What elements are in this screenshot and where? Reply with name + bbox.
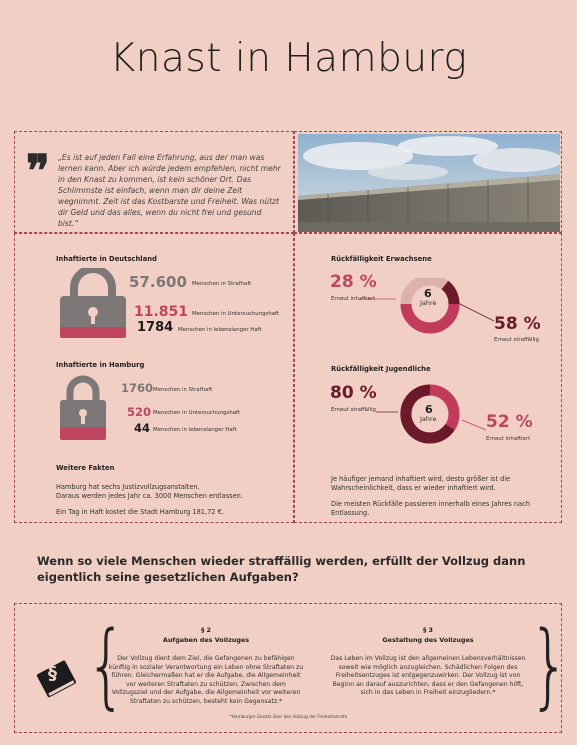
facts-line-1: Hamburg hat sechs Justizvollzugsanstalten. xyxy=(56,483,200,491)
hamburg-remand-label: Menschen in Untersuchungshaft xyxy=(153,410,240,416)
question-heading: Wenn so viele Menschen wieder straffällig werden, erfüllt der Vollzug dann eigentlich seine gesetzlichen Aufgaben? xyxy=(37,554,526,584)
para3-title: Gestaltung des Vollzuges xyxy=(382,636,474,644)
recidivism-note-2: Die meisten Rückfälle passieren innerhalb eines Jahres nach Entlassung. xyxy=(331,500,530,517)
hamburg-life-number: 44 xyxy=(134,421,151,435)
adults-right-label: Erneut straffällig xyxy=(494,337,539,343)
hamburg-remand-number: 520 xyxy=(127,405,152,419)
germany-heading: Inhaftierte in Deutschland xyxy=(56,255,157,263)
para2-text: Der Vollzug dient dem Ziel, die Gefangenen zu befähigen künftig in sozialer Verantwortung ein Leben ohne Straftaten zu führen. Gleichermaßen hat er die Aufgabe, die Allgemeinheit vor weiteren Straftaten zu schützen. Zwischen dem Vollzugsziel und der Aufgabe, die Allgemeinheit vor weiteren Straftaten zu schützen, besteht kein Gegensatz.* xyxy=(108,655,304,705)
para3-text: Das Leben im Vollzug ist den allgemeinen Lebensverhältnissen soweit wie möglich anzugleichen. Schädlichen Folgen des Freiheitsentzuges ist entgegenzuwirken. Der Vollzug ist von Beginn an darauf auszurichten, dass er den Gefangenen hilft, sich in das Leben in Freiheit einzugliedern.* xyxy=(330,655,526,697)
germany-custody-label: Menschen in Strafhaft xyxy=(192,281,252,287)
right-brace-icon: } xyxy=(529,612,570,721)
page-title: Knast in Hamburg xyxy=(109,36,468,81)
youth-heading: Rückfälligkeit Jugendliche xyxy=(331,365,431,373)
para3-number: § 3 xyxy=(423,626,433,634)
facts-heading: Weitere Fakten xyxy=(56,464,115,472)
padlock-icon xyxy=(54,268,132,338)
adults-left-percent: 28 % xyxy=(330,272,377,292)
hamburg-custody-label: Menschen in Strafhaft xyxy=(153,387,213,393)
hamburg-life-label: Menschen in lebenslanger Haft xyxy=(153,427,237,433)
youth-center-number: 6 xyxy=(425,403,433,416)
para2-number: § 2 xyxy=(201,626,211,634)
adults-left-label: Erneut inhaftiert xyxy=(331,296,376,302)
recidivism-note-1: Je häufiger jemand inhaftiert wird, desto größer ist die Wahrscheinlichkeit, dass er wieder inhaftiert wird. xyxy=(331,475,511,492)
left-brace-icon: { xyxy=(86,612,127,721)
padlock-icon xyxy=(58,372,108,440)
connector-line xyxy=(360,285,500,325)
quote-text: „Es ist auf jeden Fall eine Erfahrung, aus der man was lernen kann. Aber ich würde jedem empfehlen, nicht mehr in den Knast zu kommen, ist kein schöner Ort. Das Schlimmste ist einfach, wenn man dir deine Zeit wegnimmt. Zeit ist das Kostbarste und Freiheit. Was nützt dir Geld und das alles, wenn du nicht frei und gesund bist.“ xyxy=(58,153,281,228)
quote-icon: ❞ xyxy=(26,146,50,197)
youth-center-unit: Jahre xyxy=(420,415,437,423)
footnote: *Hamburger Gesetz über den Vollzug der Freiheitsstrafe xyxy=(229,714,348,719)
law-book-symbol: § xyxy=(48,663,57,684)
hamburg-custody-number: 1760 xyxy=(121,381,154,395)
youth-left-label: Erneut straffällig xyxy=(331,407,376,413)
youth-right-label: Erneut inhaftiert xyxy=(486,436,531,442)
prison-wall-photo xyxy=(298,134,560,232)
germany-life-label: Menschen in lebenslanger Haft xyxy=(178,327,262,333)
law-book-icon xyxy=(34,656,78,704)
hamburg-heading: Inhaftierte in Hamburg xyxy=(56,361,145,369)
germany-life-number: 1784 xyxy=(137,320,174,335)
germany-remand-label: Menschen in Untersuchungshaft xyxy=(192,311,279,317)
youth-left-percent: 80 % xyxy=(330,383,377,403)
germany-remand-number: 11.851 xyxy=(134,304,189,320)
adults-center-number: 6 xyxy=(424,287,432,300)
adults-center-unit: Jahre xyxy=(420,299,437,307)
facts-line-3: Ein Tag in Haft kostet die Stadt Hamburg 181,72 €. xyxy=(56,508,224,516)
youth-right-percent: 52 % xyxy=(486,412,533,432)
connector-line xyxy=(376,400,496,440)
facts-line-2: Daraus werden jedes Jahr ca. 3000 Menschen entlassen. xyxy=(56,492,243,500)
para2-title: Aufgaben des Vollzuges xyxy=(162,636,250,644)
germany-custody-number: 57.600 xyxy=(129,273,187,291)
adults-heading: Rückfälligkeit Erwachsene xyxy=(331,255,432,263)
adults-right-percent: 58 % xyxy=(494,314,541,334)
